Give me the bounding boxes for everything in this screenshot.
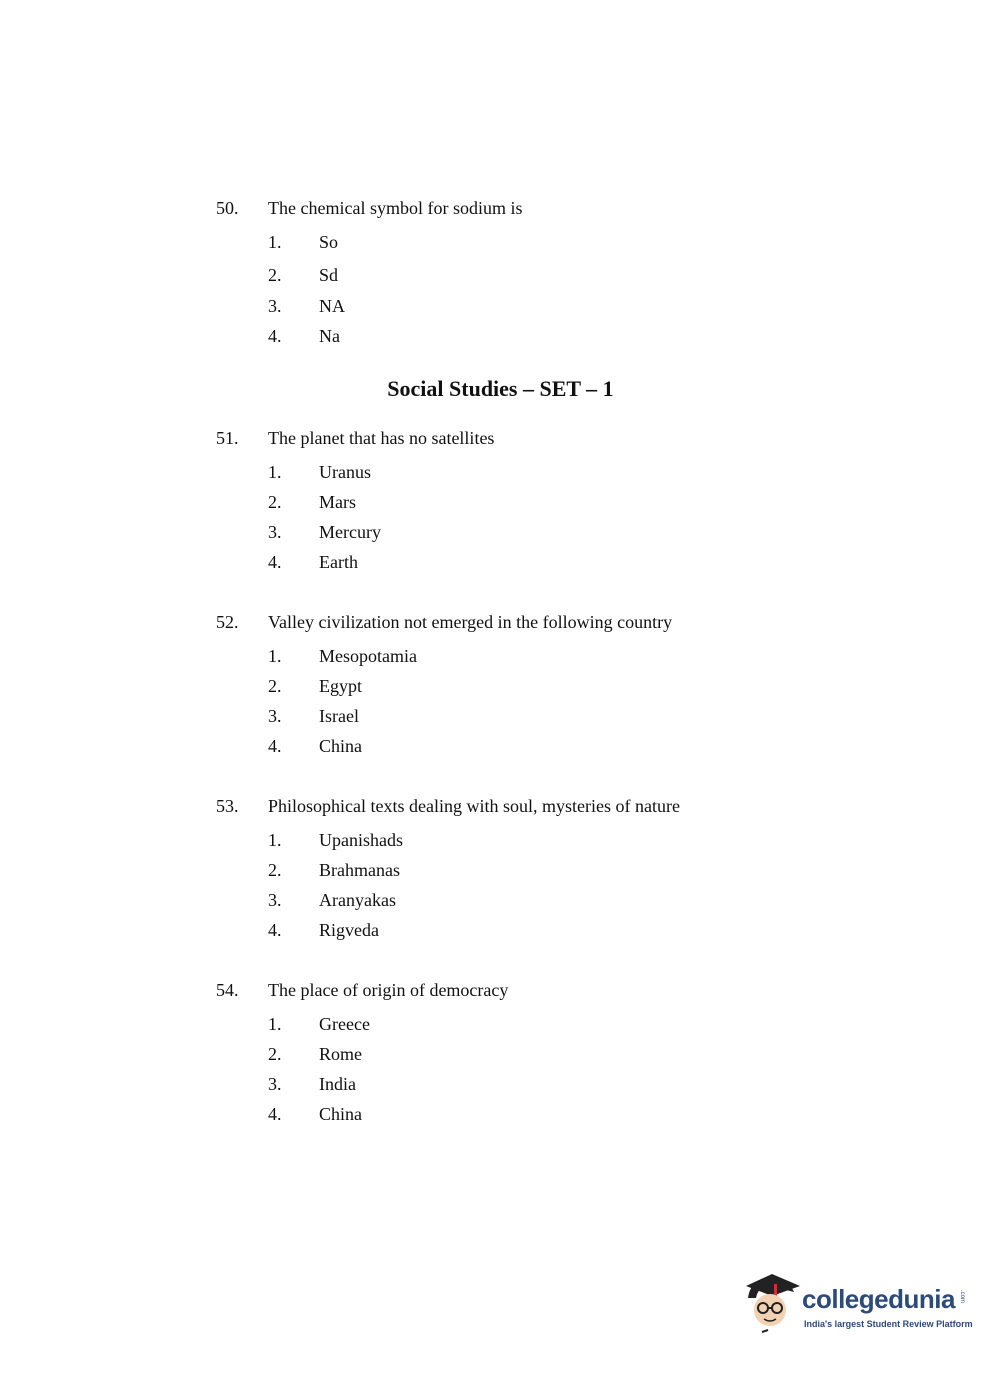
option-text: Uranus — [319, 462, 371, 482]
option-number: 1. — [268, 646, 282, 666]
option-number: 2. — [268, 492, 282, 512]
option-number: 2. — [268, 860, 282, 880]
option-number: 2. — [268, 1044, 282, 1064]
section-title: Social Studies – SET – 1 — [387, 376, 614, 401]
option-number: 4. — [268, 736, 282, 756]
question-text: Philosophical texts dealing with soul, mysteries of nature — [268, 796, 680, 816]
question-number: 52. — [216, 612, 239, 632]
option-number: 3. — [268, 1074, 282, 1094]
option-text: So — [319, 232, 339, 252]
option-number: 1. — [268, 462, 282, 482]
question-text: The chemical symbol for sodium is — [268, 198, 523, 218]
option-number: 2. — [268, 676, 282, 696]
option-number: 3. — [268, 296, 282, 316]
option-number: 3. — [268, 890, 282, 910]
option-number: 4. — [268, 326, 282, 346]
option-text: Brahmanas — [319, 860, 400, 880]
question-text: The place of origin of democracy — [268, 980, 509, 1000]
option-number: 4. — [268, 1104, 282, 1124]
option-number: 1. — [268, 830, 282, 850]
option-number: 1. — [268, 1014, 282, 1034]
option-text: Aranyakas — [319, 890, 396, 910]
option-text: Israel — [319, 706, 359, 726]
option-number: 2. — [268, 265, 282, 285]
question-number: 53. — [216, 796, 239, 816]
logo-tagline: India's largest Student Review Platform — [804, 1319, 973, 1329]
option-number: 4. — [268, 552, 282, 572]
option-text: Upanishads — [319, 830, 403, 850]
logo-wordmark: collegedunia — [802, 1284, 955, 1314]
option-number: 3. — [268, 706, 282, 726]
option-text: NA — [319, 296, 345, 316]
option-text: Sd — [319, 265, 339, 285]
logo-suffix: .com — [959, 1290, 965, 1304]
question-text: The planet that has no satellites — [268, 428, 495, 448]
option-text: China — [319, 1104, 362, 1124]
option-text: Mars — [319, 492, 356, 512]
option-number: 3. — [268, 522, 282, 542]
student-mascot-icon — [742, 1272, 802, 1336]
option-number: 1. — [268, 232, 282, 252]
option-text: Greece — [319, 1014, 370, 1034]
option-text: Mercury — [319, 522, 381, 542]
question-text: Valley civilization not emerged in the following country — [268, 612, 673, 632]
option-text: Rigveda — [319, 920, 379, 940]
option-text: Na — [319, 326, 340, 346]
option-text: Egypt — [319, 676, 362, 696]
question-number: 54. — [216, 980, 239, 1000]
option-text: India — [319, 1074, 356, 1094]
collegedunia-logo — [742, 1272, 972, 1336]
option-text: China — [319, 736, 362, 756]
option-text: Rome — [319, 1044, 362, 1064]
option-number: 4. — [268, 920, 282, 940]
option-text: Earth — [319, 552, 358, 572]
option-text: Mesopotamia — [319, 646, 417, 666]
question-number: 50. — [216, 198, 239, 218]
question-number: 51. — [216, 428, 239, 448]
